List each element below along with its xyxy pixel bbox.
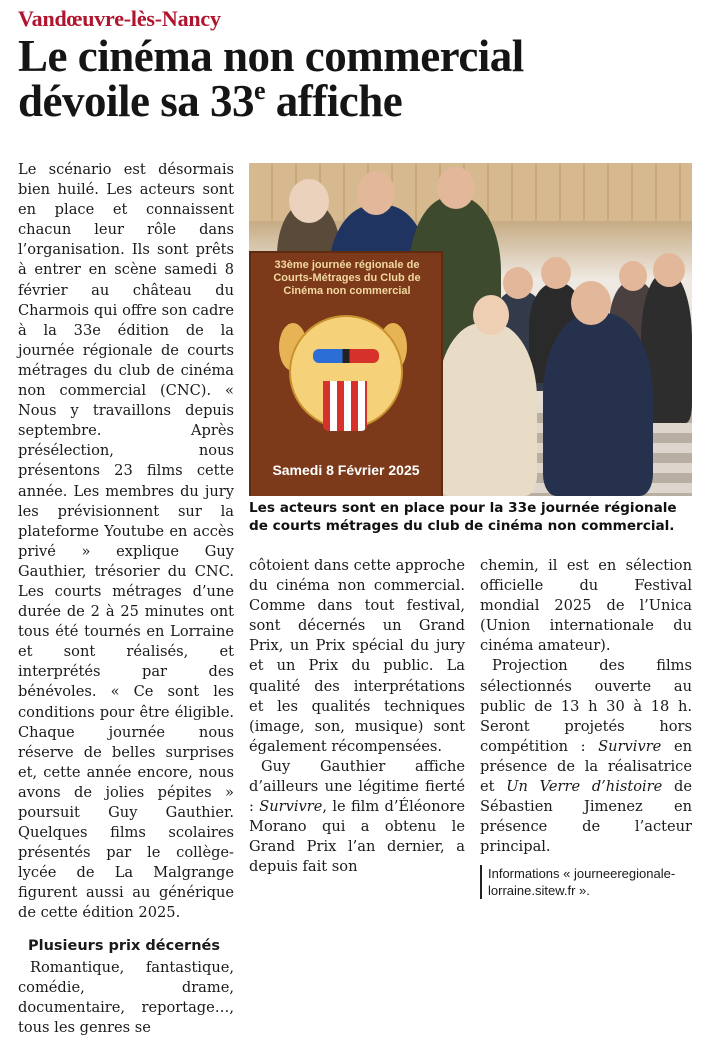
person-head [541,257,571,289]
photo-caption: Les acteurs sont en place pour la 33e journée régionale de courts métrages du club de cinéma non commercial. [249,500,677,534]
headline-line-1: Le cinéma non commercial [18,31,524,81]
person-head [571,281,611,325]
film-title: Un Verre d’histoire [506,778,663,796]
text-run: , le film d’Éléonore Morano qui a obtenu le Grand Prix l’an dernier, a depuis fait son [249,798,466,876]
film-title: Survivre [598,737,662,755]
popcorn-icon [323,381,367,431]
body-paragraph [249,757,465,878]
3d-glasses-icon [313,349,379,363]
poster-title: 33ème journée régionale de Courts-Métrages du Club de Cinéma non commercial [273,259,421,297]
person [543,313,653,496]
person-head [473,295,509,335]
body-paragraph: Romantique, fantastique, comédie, drame, documentaire, reportage…, tous les genres se [18,958,234,1036]
article-column-2 [249,556,465,878]
body-paragraph: Le scénario est désormais bien huilé. Les acteurs sont en place et connaissent chacun leur rôle dans l’organisation. Ils sont prêts à entrer en scène samedi 8 février au château du Charmois qui offre son cadre à la 33e édition de la journée régionale de courts métrages du club de cinéma non commercial (CNC). « Nous y travaillons depuis septembre. Après présélection, nous présentons 23 films cette année. Les membres du jury les prévisionnent sur la plateforme Youtube en accès privé » explique Guy Gauthier, trésorier du CNC. Les courts métrages d’une durée de 2 à 25 minutes ont tous été tournés en Lorraine et sont réalisés, et interprétés par des bénévoles. « Ce sont les conditions pour être éligible. Chaque journée nous réserve de belles surprises et, cette année encore, nous avons de jolies pépites » poursuit Guy Gauthier. Quelques films scolaires présentés par le collège-lycée de La Malgrange figurent aussi au générique de cette édition 2025. [18,161,234,922]
article-column-1 [18,160,234,1038]
person-head [289,179,329,223]
person [437,323,537,496]
article-subhead: Plusieurs prix décernés [28,937,220,954]
article-headline [18,31,698,126]
headline-line-2-end: affiche [265,76,403,126]
body-paragraph: chemin, il est en sélection officielle du Festival mondial 2025 de l’Unica (Union internationale du cinéma amateur). [480,557,692,655]
info-box: Informations « journeeregionale-lorraine.sitew.fr ». [480,865,692,899]
person-head [357,171,395,215]
body-paragraph: côtoient dans cette approche du cinéma non commercial. Comme dans tout festival, sont décernés un Grand Prix, un Prix spécial du jury et un Prix du public. La qualité des interprétations et les qualités techniques (image, son, musique) sont également récompensées. [249,557,465,755]
person-head [437,167,475,209]
text-run: Guy Gauthier affiche d’ailleurs une légitime fierté : [249,757,465,816]
film-title: Survivre [259,798,323,816]
headline-line-2: dévoile sa 33 [18,76,254,126]
body-paragraph [480,656,692,857]
article-photo [249,163,692,496]
event-poster [249,251,443,496]
poster-date: Samedi 8 Février 2025 [272,462,420,478]
article-column-3 [480,556,692,899]
person-head [653,253,685,287]
text-run: de Sébastien Jimenez en présence de l’acteur principal. [480,778,693,856]
text-run: en présence de la réalisatrice et [480,737,692,796]
article-kicker: Vandœuvre-lès-Nancy [18,6,221,31]
text-run: Projection des films sélectionnés ouverte au public de 13 h 30 à 18 h. Seront projetés hors compétition : [480,657,692,755]
headline-superscript: e [254,76,266,105]
person-head [503,267,533,299]
person-head [619,261,647,291]
